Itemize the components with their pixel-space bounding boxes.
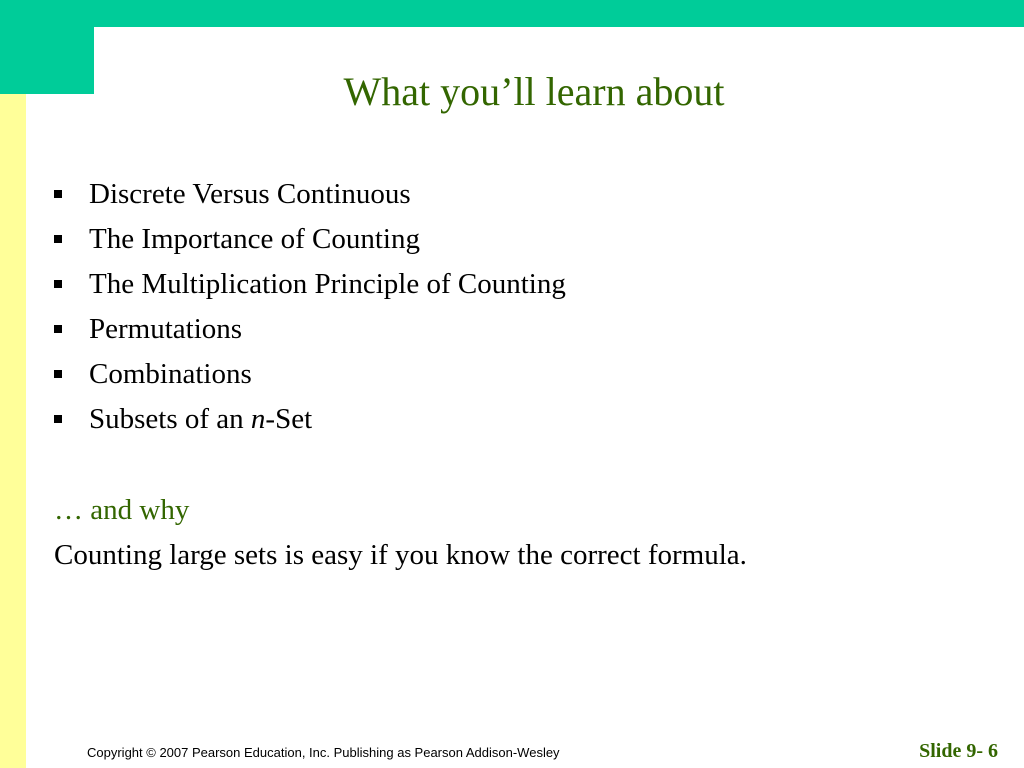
bullet-item xyxy=(54,217,566,262)
bullet-text: Subsets of an xyxy=(89,403,251,435)
square-bullet-icon xyxy=(54,235,62,243)
bullet-text: Discrete Versus Continuous xyxy=(89,178,411,210)
top-color-band xyxy=(0,0,1024,27)
square-bullet-icon xyxy=(54,415,62,423)
square-bullet-icon xyxy=(54,190,62,198)
corner-square xyxy=(0,0,94,94)
bullet-list xyxy=(54,172,566,442)
copyright-footer: Copyright © 2007 Pearson Education, Inc. Publishing as Pearson Addison-Wesley xyxy=(87,745,560,760)
bullet-item xyxy=(54,352,566,397)
bullet-text: Combinations xyxy=(89,358,252,390)
slide-number: Slide 9- 6 xyxy=(919,740,998,762)
bullet-text-suffix: -Set xyxy=(265,403,313,435)
bullet-item xyxy=(54,397,566,442)
square-bullet-icon xyxy=(54,325,62,333)
square-bullet-icon xyxy=(54,370,62,378)
square-bullet-icon xyxy=(54,280,62,288)
left-color-stripe xyxy=(0,94,26,768)
bullet-text: The Multiplication Principle of Counting xyxy=(89,268,566,300)
bullet-item xyxy=(54,262,566,307)
slide-title: What you’ll learn about xyxy=(343,69,725,114)
bullet-item xyxy=(54,307,566,352)
and-why-text: Counting large sets is easy if you know the correct formula. xyxy=(54,539,747,571)
bullet-text: The Importance of Counting xyxy=(89,223,420,255)
bullet-text-italic: n xyxy=(250,403,266,435)
bullet-item xyxy=(54,172,566,217)
bullet-text: Permutations xyxy=(89,313,243,345)
and-why-heading: … and why xyxy=(54,494,190,526)
